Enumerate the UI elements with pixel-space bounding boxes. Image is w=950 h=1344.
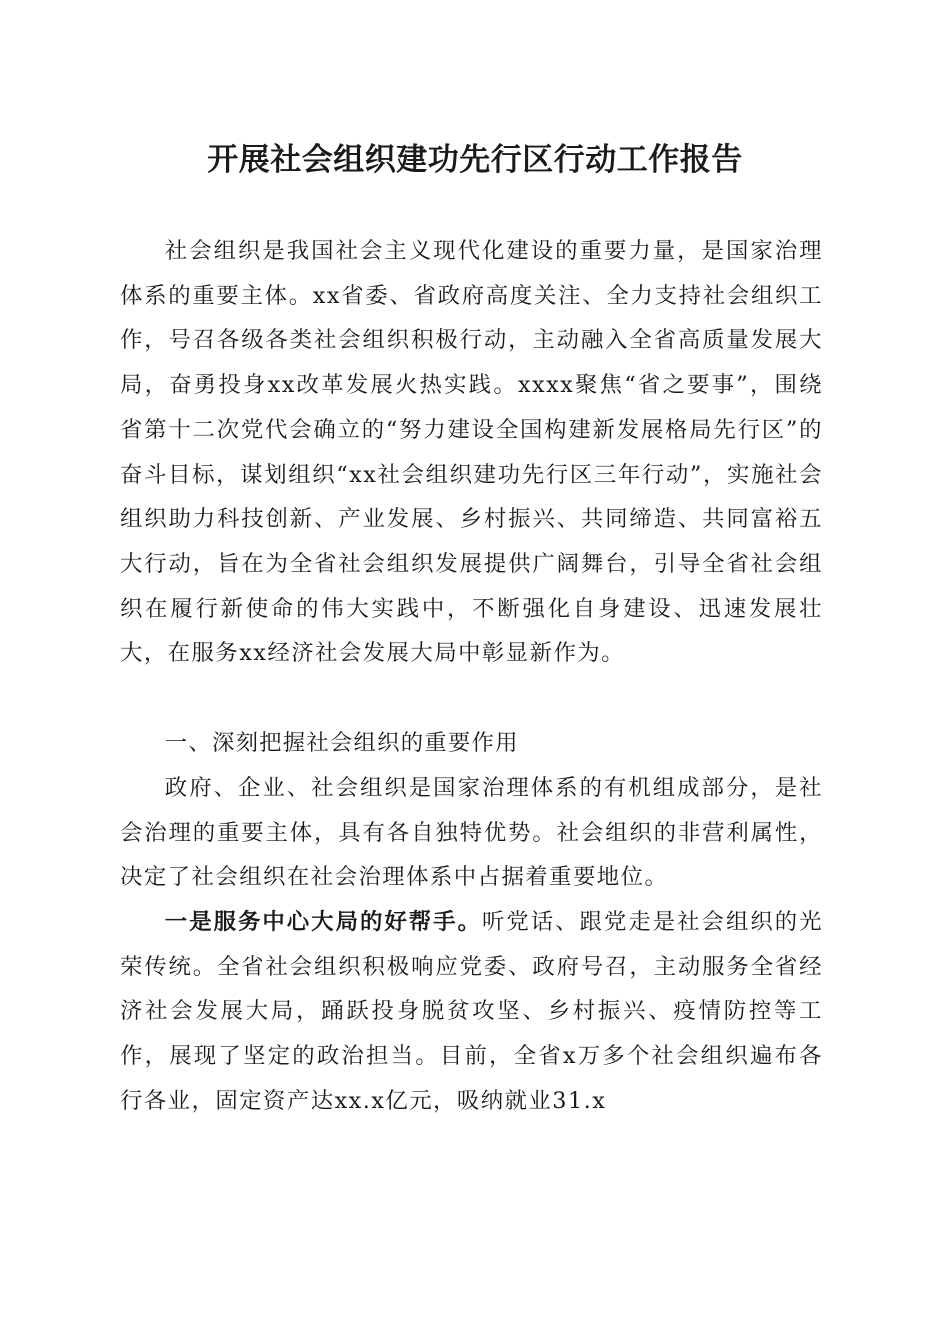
- point-one-lead: 一是服务中心大局的好帮手。: [164, 909, 482, 935]
- document-title: 开展社会组织建功先行区行动工作报告: [207, 142, 743, 178]
- point-one-body: 听党话、跟党走是社会组织的光荣传统。全省社会组织积极响应党委、政府号召，主动服务全省经济社会发展大局，踊跃投身脱贫攻坚、乡村振兴、疫情防控等工作，展现了坚定的政治担当。目前，全省x万多个社会组织遍布各行各业，固定资产达xx.x亿元，吸纳就业31.x: [120, 909, 823, 1114]
- intro-paragraph: 社会组织是我国社会主义现代化建设的重要力量，是国家治理体系的重要主体。xx省委、省政府高度关注、全力支持社会组织工作，号召各级各类社会组织积极行动，主动融入全省高质量发展大局，奋勇投身xx改革发展火热实践。xxxx聚焦“省之要事”，围绕省第十二次党代会确立的“努力建设全国构建新发展格局先行区”的奋斗目标，谋划组织“xx社会组织建功先行区三年行动”，实施社会组织助力科技创新、产业发展、乡村振兴、共同缔造、共同富裕五大行动，旨在为全省社会组织发展提供广阔舞台，引导全省社会组织在履行新使命的伟大实践中，不断强化自身建设、迅速发展壮大，在服务xx经济社会发展大局中彰显新作为。: [120, 238, 823, 667]
- point-one-paragraph: [120, 900, 823, 1124]
- section-heading-1: 一、深刻把握社会组织的重要作用: [164, 730, 519, 756]
- section-1-paragraph: 政府、企业、社会组织是国家治理体系的有机组成部分，是社会治理的重要主体，具有各自独特优势。社会组织的非营利属性，决定了社会组织在社会治理体系中占据着重要地位。: [120, 775, 823, 891]
